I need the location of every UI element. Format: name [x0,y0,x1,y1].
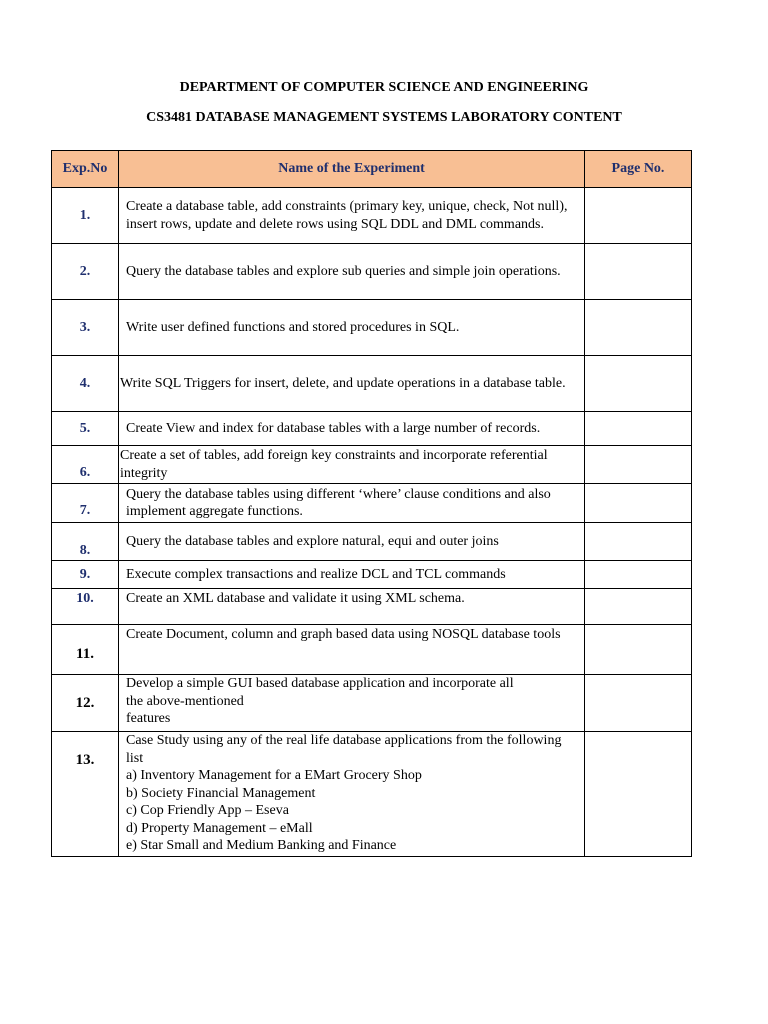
table-row [52,188,692,244]
exp-number: 4. [52,356,119,412]
experiment-name-line: b) Society Financial Management [126,785,316,801]
page-number [585,561,692,589]
table-row [52,589,692,625]
experiment-name-line: Develop a simple GUI based database application and incorporate all [126,676,514,691]
table-header-row [52,151,692,188]
table-row [52,484,692,523]
experiments-table [51,150,692,857]
experiment-name-line: c) Cop Friendly App – Eseva [126,803,289,818]
exp-number: 6. [52,446,119,484]
experiment-name: Execute complex transactions and realize DCL and TCL commands [119,561,585,589]
experiment-name: Create View and index for database tables with a large number of records. [119,412,585,446]
experiment-name: Create a set of tables, add foreign key constraints and incorporate referential integrity [119,446,585,484]
page-number [585,188,692,244]
experiment-name: Write SQL Triggers for insert, delete, and update operations in a database table. [119,356,585,412]
page-number [585,523,692,561]
course-title: CS3481 DATABASE MANAGEMENT SYSTEMS LABORATORY CONTENT [146,110,622,125]
experiment-name-line: a) Inventory Management for a EMart Grocery Shop [126,768,422,783]
exp-number: 9. [52,561,119,589]
column-header-experiment-name: Name of the Experiment [119,151,585,188]
exp-number: 5. [52,412,119,446]
page-number [585,356,692,412]
experiment-name-line: e) Star Small and Medium Banking and Finance [126,838,397,853]
experiment-name: Query the database tables using different ‘where’ clause conditions and also implement aggregate functions. [119,484,585,523]
table-row [52,300,692,356]
page-number [585,589,692,625]
page-number [585,446,692,484]
experiment-name-line: d) Property Management – eMall [126,820,313,836]
experiment-name: Write user defined functions and stored procedures in SQL. [119,300,585,356]
page-number [585,625,692,675]
page-number [585,484,692,523]
experiment-name-line: features [126,711,171,726]
experiment-name: Create an XML database and validate it using XML schema. [119,589,585,625]
exp-number: 7. [52,484,119,523]
exp-number: 10. [52,589,119,625]
experiment-name: Query the database tables and explore natural, equi and outer joins [119,523,585,561]
table-row [52,412,692,446]
page-number [585,244,692,300]
experiment-name [119,732,585,857]
exp-number: 3. [52,300,119,356]
table-row [52,732,692,857]
table-row [52,561,692,589]
table-row [52,356,692,412]
exp-number: 1. [52,188,119,244]
exp-number: 2. [52,244,119,300]
experiment-name-line: the above-mentioned [126,693,244,709]
page-number [585,412,692,446]
exp-number: 8. [52,523,119,561]
experiment-name: Create Document, column and graph based data using NOSQL database tools [119,625,585,675]
table-row [52,675,692,732]
exp-number: 11. [52,625,119,675]
page-number [585,300,692,356]
column-header-exp-no: Exp.No [52,151,119,188]
table-row [52,625,692,675]
column-header-page-no: Page No. [585,151,692,188]
table-row [52,523,692,561]
table-row [52,446,692,484]
page-number [585,675,692,732]
table-row [52,244,692,300]
exp-number: 12. [52,675,119,732]
experiment-name-line: Case Study using any of the real life database applications from the following list [126,733,562,766]
experiment-name: Create a database table, add constraints (primary key, unique, check, Not null), insert rows, update and delete rows using SQL DDL and DML commands. [119,188,585,244]
exp-number: 13. [52,732,119,857]
experiment-name [119,675,585,732]
page-number [585,732,692,857]
experiment-name: Query the database tables and explore sub queries and simple join operations. [119,244,585,300]
department-title: DEPARTMENT OF COMPUTER SCIENCE AND ENGINEERING [179,80,589,95]
